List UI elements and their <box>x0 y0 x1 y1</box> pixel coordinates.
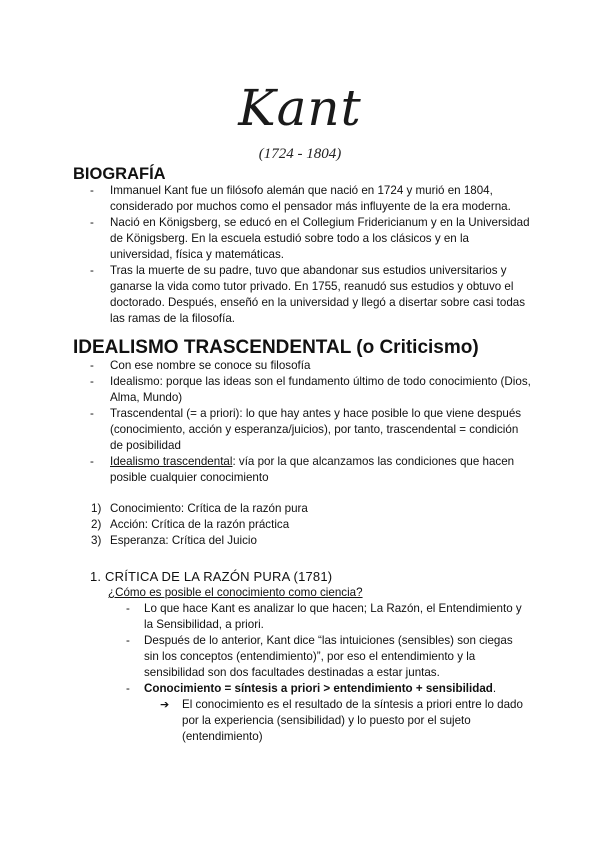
underlined-term: Idealismo trascendental <box>110 455 233 468</box>
section-heading-biografia: BIOGRAFÍA <box>73 165 166 183</box>
list-item: ➔ El conocimiento es el resultado de la síntesis a priori entre lo dado por la experiencia (sensibilidad) y lo puesto por el sujeto (entendimiento) <box>160 698 523 743</box>
dash-bullet: - <box>90 455 94 468</box>
list-item: 1) Conocimiento: Crítica de la razón pura <box>91 502 308 515</box>
subsection-heading-critica: 1. CRÍTICA DE LA RAZÓN PURA (1781) <box>90 569 333 584</box>
dash-bullet: - <box>126 602 130 615</box>
idealismo-list <box>74 358 534 486</box>
list-item: - Conocimiento = síntesis a priori > entendimiento + sensibilidad. <box>126 682 497 695</box>
document-title: Kant <box>238 79 362 137</box>
list-item: - Tras la muerte de su padre, tuvo que abandonar sus estudios universitarios y ganarse la vida como tutor privado. En 1755, reanudó sus estudios y obtuvo el doctorado. Después, enseñó en la universidad y llegó a disertar sobre casi todas las ramas de la filosofía. <box>90 264 526 325</box>
dash-bullet: - <box>90 375 94 388</box>
list-item: - Lo que hace Kant es analizar lo que hacen; La Razón, el Entendimiento y la Sensibilidad, a priori. <box>126 602 522 631</box>
dash-bullet: - <box>90 407 94 420</box>
list-item: - Immanuel Kant fue un filósofo alemán que nació en 1724 y murió en 1804, considerado por muchos como el pensador más influyente de la era moderna. <box>90 184 511 213</box>
list-item: - Trascendental (= a priori): lo que hay antes y hace posible lo que viene después (conocimiento, acción y esperanza/juicios), por tanto, trascendental = condición de posibilidad <box>90 407 522 452</box>
bold-definition: Conocimiento = síntesis a priori > entendimiento + sensibilidad <box>144 682 493 695</box>
critica-list <box>108 601 528 697</box>
dash-bullet: - <box>90 184 94 197</box>
list-item: - Después de lo anterior, Kant dice “las intuiciones (sensibles) son ciegas sin los conceptos (entendimiento)”, por eso el entendimiento y la sensibilidad son dos facultades destinadas a estar juntas. <box>126 634 513 679</box>
dash-bullet: - <box>126 682 130 695</box>
list-item: - Nació en Königsberg, se educó en el Collegium Fridericianum y en la Universidad de Königsberg. En la escuela estudió sobre todo a los clásicos y en la universidad, física y matemáticas. <box>90 216 530 261</box>
works-numbered-list <box>74 501 534 549</box>
life-dates: (1724 - 1804) <box>258 146 342 162</box>
dash-bullet: - <box>90 264 94 277</box>
dash-bullet: - <box>90 359 94 372</box>
list-item: 3) Esperanza: Crítica del Juicio <box>91 534 257 547</box>
dash-bullet: - <box>90 216 94 229</box>
list-item: - Idealismo: porque las ideas son el fundamento último de todo conocimiento (Dios, Alma, Mundo) <box>90 375 531 404</box>
guiding-question: ¿Cómo es posible el conocimiento como ciencia? <box>108 586 363 599</box>
dash-bullet: - <box>126 634 130 647</box>
biografia-list <box>74 183 534 327</box>
section-heading-idealismo: IDEALISMO TRASCENDENTAL (o Criticismo) <box>73 337 479 358</box>
arrow-icon: ➔ <box>160 699 170 711</box>
list-item: - Idealismo trascendental: vía por la que alcanzamos las condiciones que hacen posible cualquier conocimiento <box>90 455 515 484</box>
list-item: 2) Acción: Crítica de la razón práctica <box>91 518 290 531</box>
arrow-list <box>158 697 523 745</box>
list-item: - Con ese nombre se conoce su filosofía <box>90 359 311 372</box>
